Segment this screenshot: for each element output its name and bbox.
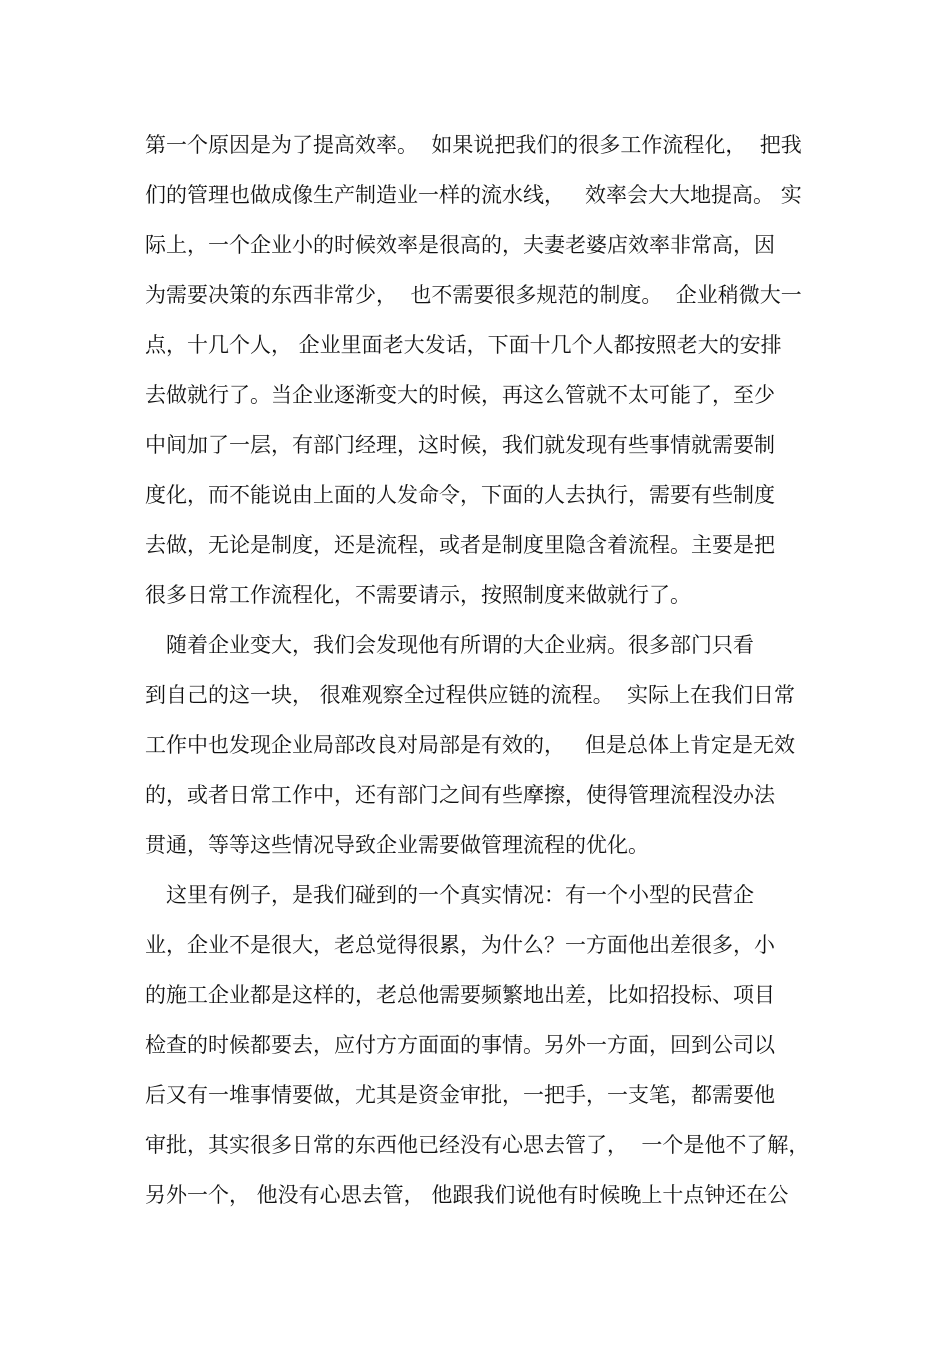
text-line: 这里有例子，是我们碰到的一个真实情况：有一个小型的民营企	[145, 883, 754, 907]
text-line: 中间加了一层，有部门经理，这时候，我们就发现有些事情就需要制	[145, 433, 775, 457]
text-line: 随着企业变大，我们会发现他有所谓的大企业病。很多部门只看	[145, 633, 754, 657]
text-line: 业，企业不是很大，老总觉得很累，为什么？一方面他出差很多，小	[145, 933, 775, 957]
text-line: 第一个原因是为了提高效率。 如果说把我们的很多工作流程化， 把我	[145, 133, 802, 157]
text-line: 为需要决策的东西非常少， 也不需要很多规范的制度。 企业稍微大一	[145, 283, 802, 307]
text-line: 到自己的这一块， 很难观察全过程供应链的流程。 实际上在我们日常	[145, 683, 796, 707]
text-line: 后又有一堆事情要做，尤其是资金审批，一把手，一支笔，都需要他	[145, 1083, 775, 1107]
text-line: 的，或者日常工作中，还有部门之间有些摩擦，使得管理流程没办法	[145, 783, 775, 807]
text-line: 审批，其实很多日常的东西他已经没有心思去管了， 一个是他不了解，	[145, 1133, 810, 1157]
text-line: 度化，而不能说由上面的人发命令，下面的人去执行，需要有些制度	[145, 483, 775, 507]
text-line: 去做，无论是制度，还是流程，或者是制度里隐含着流程。主要是把	[145, 533, 775, 557]
text-line: 很多日常工作流程化，不需要请示，按照制度来做就行了。	[145, 583, 691, 607]
text-line: 去做就行了。当企业逐渐变大的时候，再这么管就不太可能了，至少	[145, 383, 775, 407]
text-line: 贯通，等等这些情况导致企业需要做管理流程的优化。	[145, 833, 649, 857]
text-line: 点，十几个人， 企业里面老大发话，下面十几个人都按照老大的安排	[145, 333, 782, 357]
text-line: 际上，一个企业小的时候效率是很高的，夫妻老婆店效率非常高，因	[145, 233, 775, 257]
text-line: 另外一个， 他没有心思去管， 他跟我们说他有时候晚上十点钟还在公	[145, 1183, 789, 1207]
text-line: 检查的时候都要去，应付方方面面的事情。另外一方面，回到公司以	[145, 1033, 775, 1057]
text-line: 们的管理也做成像生产制造业一样的流水线， 效率会大大地提高。 实	[145, 183, 802, 207]
text-line: 的施工企业都是这样的，老总他需要频繁地出差，比如招投标、项目	[145, 983, 775, 1007]
text-line: 工作中也发现企业局部改良对局部是有效的， 但是总体上肯定是无效	[145, 733, 796, 757]
